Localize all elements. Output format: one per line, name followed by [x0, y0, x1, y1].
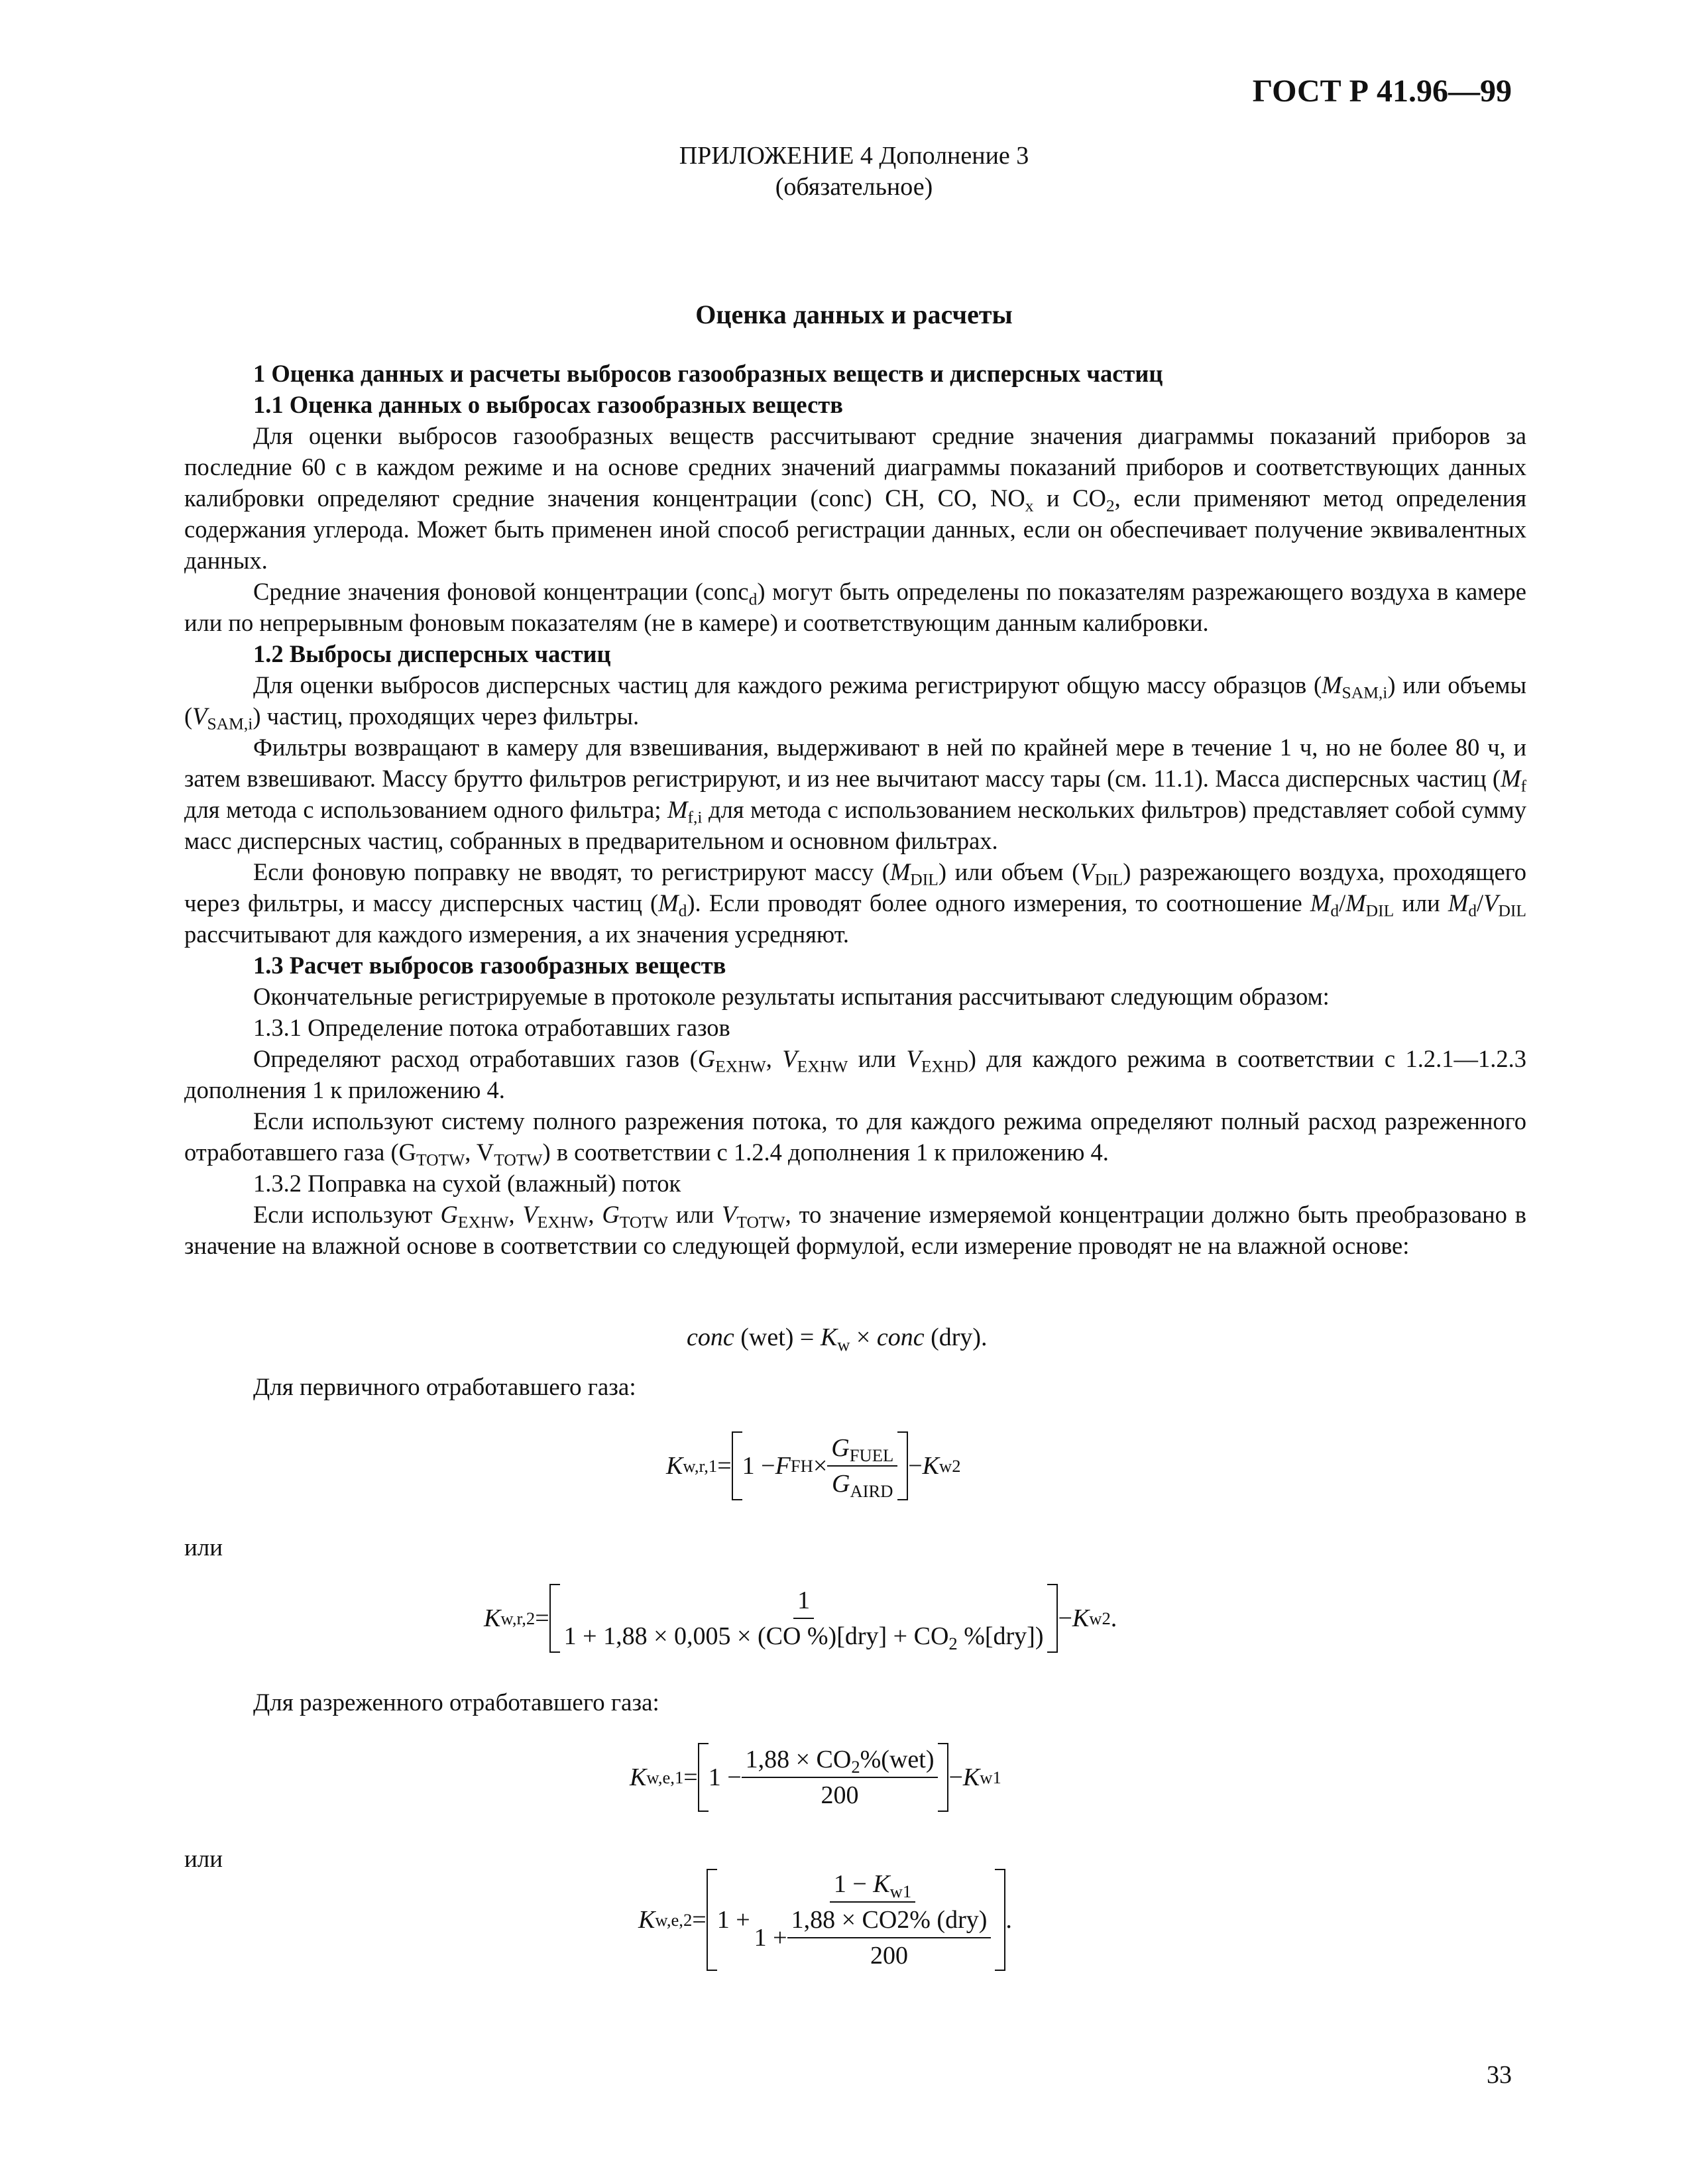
formula-conc-wet: conc $(wet) = K_w$ × conc (dry). — [687, 1323, 988, 1355]
fraction-kwe2: $1 - K_{w1}$ 1 + $\frac{\text{1,88 × CO2\% (dry)}}{200}$ — [750, 1869, 996, 1970]
fraction-kwe2-inner: $\frac{\text{1,88 × CO2\% (dry)}}{200}$ — [787, 1905, 992, 1970]
paragraph-1-3-1-a: Определяют расход отработавших газов ($G_{EXHW}$, $V_{EXHW}$ или $V_{EXHD}$) для каждого режима в соответствии с 1.2.1—1.2.3 дополнения 1 к приложению 4. — [184, 1045, 1527, 1103]
appendix-label — [0, 140, 1708, 203]
label-primary-gas: Для первичного отработавшего газа: — [253, 1374, 636, 1401]
word-or-1: или — [184, 1534, 223, 1561]
heading-1-3-2: 1.3.2 Поправка на сухой (влажный) поток — [253, 1170, 681, 1197]
paragraph-1-1-b: Средние значения фоновой концентрации (conc$_d$) могут быть определены по показателям разрежающего воздуха в камере или по непрерывным фоновым показателям (не в камере) и соответствующим данным калибровки. — [184, 578, 1526, 636]
label-diluted-gas: Для разреженного отработавшего газа: — [253, 1689, 659, 1716]
right-bracket — [995, 1869, 1005, 1971]
paragraph-1-2-c: Если фоновую поправку не вводят, то регистрируют массу $(M_{DIL})$ или объем $(V_{DIL})$ разрежающего воздуха, проходящего через фильтры, и массу дисперсных частиц $(M_d)$. Если проводят более одного измерения, то соотношение $M_d/M_{DIL}$ или $M_d/V_{DIL}$ рассчитывают для каждого измерения, а их значения усредняют. — [184, 858, 1527, 948]
paragraph-1-2-a: Для оценки выбросов дисперсных частиц для каждого режима регистрируют общую массу образцов $(M_{SAM,i})$ или объемы $(V_{SAM,i})$ частиц, проходящих через фильтры. — [184, 671, 1526, 734]
right-bracket — [897, 1431, 908, 1500]
left-bracket — [732, 1431, 742, 1500]
appendix-line-2: (обязательное) — [775, 173, 933, 201]
formula-kwr1: K w,r,1 = 1 − F FH × $\frac{G_{FUEL}}{G_{AIRD}}$ − K w2 — [666, 1431, 961, 1500]
left-bracket — [698, 1743, 709, 1812]
appendix-line-1: ПРИЛОЖЕНИЕ 4 Дополнение 3 — [679, 142, 1029, 170]
heading-1: 1 Оценка данных и расчеты выбросов газообразных веществ и дисперсных частиц — [253, 360, 1163, 387]
right-bracket — [1047, 1584, 1058, 1653]
paragraph-1-3-1-b: Если используют систему полного разрежения потока, то для каждого режима определяют полный расход разреженного отработавшего газа ($G_{TOTW}$, $V_{TOTW}$) в соответствии с 1.2.4 дополнения 1 к приложению 4. — [184, 1107, 1526, 1170]
body-text — [184, 358, 1526, 1261]
paragraph-1-3-2: Если используют $G_{EXHW}$, $V_{EXHW}$, $G_{TOTW}$ или $V_{TOTW}$, то значение измеряемой концентрации должно быть преобразовано в значение на влажной основе в соответствии со следующей формулой, если измерение проводят не на влажной основе: — [184, 1201, 1527, 1259]
page-number: 33 — [1487, 2061, 1512, 2089]
left-bracket — [549, 1584, 560, 1653]
section-title: Оценка данных и расчеты — [695, 300, 1013, 329]
heading-1-1: 1.1 Оценка данных о выбросах газообразных веществ — [253, 391, 843, 418]
paragraph-1-2-b: Фильтры возвращают в камеру для взвешивания, выдерживают в ней по крайней мере в течение 1 ч, но не более 80 ч, и затем взвешивают. Массу брутто фильтров регистрируют, и из нее вычитают массу тары (см. 11.1). Масса дисперсных частиц ($M_f$ для метода с использованием одного фильтра; $M_{f,i}$ для метода с использованием нескольких фильтров) представляет собой сумму масс дисперсных частиц, собранных в предварительном и основном фильтрах. — [184, 734, 1526, 854]
formula-kwr2: K w,r,2 = $\frac{1}{1 + 1,88 \times 0,005 \times (CO \%)[dry] + CO_2 \%[dry])}$ − K w2 . — [484, 1584, 1117, 1653]
left-bracket — [707, 1869, 717, 1971]
fraction-fuel-aird: $\frac{G_{FUEL}}{G_{AIRD}}$ — [827, 1433, 897, 1498]
document-code: ГОСТ Р 41.96—99 — [1252, 74, 1512, 109]
fraction-kwe1: $\frac{1,88 \times CO_2\%(wet)}{200}$ — [742, 1745, 939, 1810]
right-bracket — [938, 1743, 948, 1812]
heading-1-3-1: 1.3.1 Определение потока отработавших газов — [253, 1014, 730, 1041]
fraction-kwr2: $\frac{1}{1 + 1,88 \times 0,005 \times (CO \%)[dry] + CO_2 \%[dry])}$ — [563, 1587, 1044, 1653]
heading-1-2: 1.2 Выбросы дисперсных частиц — [253, 640, 611, 667]
formula-kwe2: K w,e,2 = 1 + $1 - K_{w1}$ 1 + $\frac{\text{1,88 × CO2\% (dry)}}{200}$ . — [638, 1870, 1012, 1970]
formula-kwe1: K w,e,1 = 1 − $\frac{1,88 \times CO_2\%(wet)}{200}$ − K w1 — [630, 1743, 1001, 1812]
paragraph-1-3: Окончательные регистрируемые в протоколе результаты испытания рассчитывают следующим образом: — [253, 983, 1330, 1010]
heading-1-3: 1.3 Расчет выбросов газообразных веществ — [253, 952, 726, 979]
word-or-2: или — [184, 1846, 223, 1873]
paragraph-1-1-a: Для оценки выбросов газообразных веществ рассчитывают средние значения диаграммы показаний приборов за последние 60 с в каждом режиме и на основе средних значений диаграммы показаний приборов и соответствующих данных калибровки определяют средние значения концентрации (conc) CH, CO, $NO_x$ и $CO_2$, если применяют метод определения содержания углерода. Может быть применен иной способ регистрации данных, если он обеспечивает получение эквивалентных данных. — [184, 422, 1527, 574]
